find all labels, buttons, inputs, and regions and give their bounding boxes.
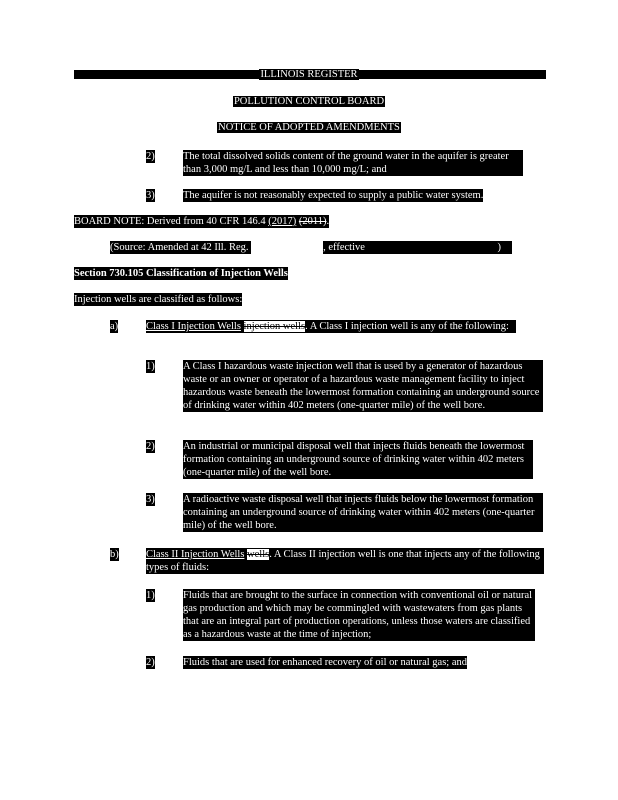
- subsection-head-rest: . A Class I injection well is any of the following:: [305, 321, 509, 332]
- board-note: [74, 215, 329, 228]
- subsection-head-underlined: Class I Injection Wells: [146, 321, 241, 332]
- section-title: Classification of Injection Wells: [143, 268, 288, 279]
- item-text: An industrial or municipal disposal well that injects fluids beneath the lowermost formation containing an underground source of drinking water within 402 meters (one-quarter mile) of the well bore.: [183, 440, 533, 479]
- item-text: The total dissolved solids content of the ground water in the aquifer is greater than 3,000 mg/L and less than 10,000 mg/L; and: [183, 150, 523, 176]
- item-number: 3): [146, 494, 155, 505]
- item-number: 1): [146, 590, 155, 601]
- item-number: 2): [146, 441, 155, 452]
- subsection-heading: [146, 320, 516, 333]
- item-number: 2): [146, 657, 155, 668]
- source-line: [110, 241, 512, 254]
- section-number: Section 730.105: [74, 268, 144, 279]
- source-part2: , effective: [323, 242, 368, 253]
- item-text: The aquifer is not reasonably expected to supply a public water system.: [183, 190, 484, 201]
- source-part3: ): [497, 242, 502, 253]
- notice-title: NOTICE OF ADOPTED AMENDMENTS: [218, 122, 400, 133]
- board-note-suffix: .: [326, 216, 330, 227]
- item-number: 2): [146, 151, 155, 162]
- section-heading: [74, 267, 288, 280]
- item-text: Fluids that are used for enhanced recovery of oil or natural gas; and: [183, 657, 467, 668]
- register-title: ILLINOIS REGISTER: [260, 69, 358, 80]
- subsection-head-struck: wells: [247, 549, 270, 560]
- subsection-label: a): [110, 321, 119, 332]
- item-text: A Class I hazardous waste injection well that is used by a generator of hazardous waste or an owner or operator of a hazardous waste management facility to inject hazardous waste beneath the lowermost formation containing an underground source of drinking water within 402 meters (one-quarter mile) of the well bore.: [183, 360, 543, 412]
- source-part1: (Source: Amended at 42 Ill. Reg.: [110, 242, 252, 253]
- board-note-prefix: BOARD NOTE: Derived from 40 CFR 146.4: [74, 216, 269, 227]
- board-note-new-year: (2017): [268, 216, 297, 227]
- agency-name: POLLUTION CONTROL BOARD: [233, 96, 385, 107]
- source-blank: [251, 241, 323, 254]
- subsection-head-rest: . A Class II injection well is one that injects any of the following types of fluids:: [146, 549, 540, 573]
- subsection-label: b): [110, 549, 119, 560]
- board-note-old-year: (2011): [298, 216, 327, 227]
- subsection-head-underlined: Class II Injection Wells: [146, 549, 245, 560]
- section-intro: Injection wells are classified as follows:: [74, 294, 243, 305]
- item-number: 3): [146, 190, 155, 201]
- item-text: A radioactive waste disposal well that injects fluids below the lowermost formation containing an underground source of drinking water within 402 meters (one-quarter mile) of the well bore.: [183, 493, 543, 532]
- subsection-head-struck: injection wells: [243, 321, 306, 332]
- item-number: 1): [146, 361, 155, 372]
- subsection-heading: [146, 548, 544, 574]
- item-text: Fluids that are brought to the surface in connection with conventional oil or natural gas production and which may be commingled with wastewaters from gas plants that are an integral part of production operations, unless those waters are classified as a hazardous waste at the time of injection;: [183, 589, 535, 641]
